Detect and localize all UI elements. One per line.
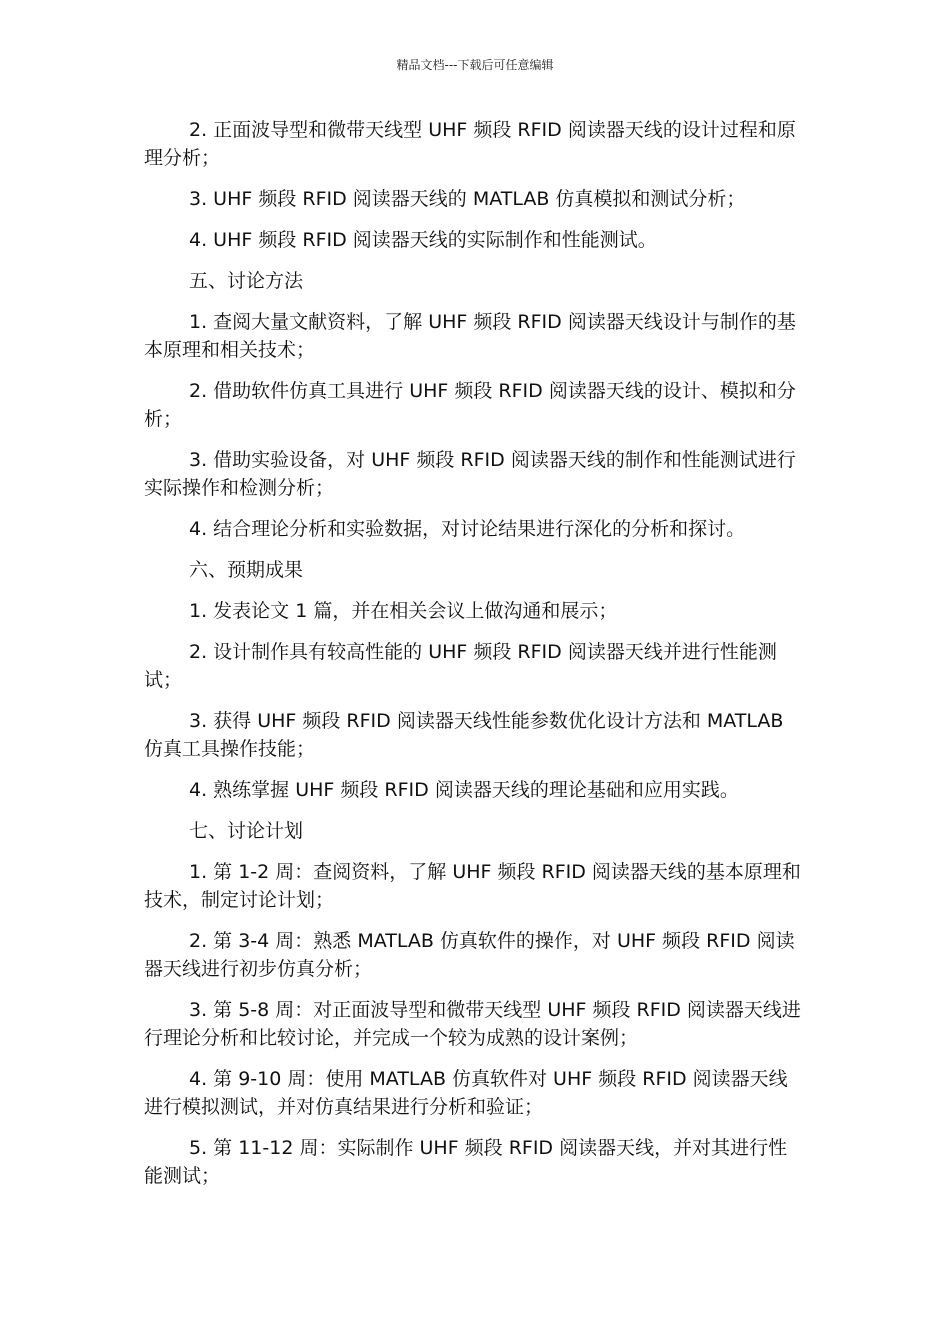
- paragraph: 4. UHF 频段 RFID 阅读器天线的实际制作和性能测试。: [189, 229, 657, 251]
- paragraph: 3. UHF 频段 RFID 阅读器天线的 MATLAB 仿真模拟和测试分析；: [189, 188, 746, 210]
- paragraph: 4. 第 9-10 周：使用 MATLAB 仿真软件对 UHF 频段 RFID 阅读器天线进行模拟测试，并对仿真结果进行分析和验证；: [144, 1068, 788, 1118]
- paragraph: 1. 第 1-2 周：查阅资料，了解 UHF 频段 RFID 阅读器天线的基本原理和技术，制定讨论计划；: [144, 861, 801, 911]
- paragraph: 3. 获得 UHF 频段 RFID 阅读器天线性能参数优化设计方法和 MATLAB 仿真工具操作技能；: [144, 710, 784, 760]
- paragraph: 2. 第 3-4 周：熟悉 MATLAB 仿真软件的操作，对 UHF 频段 RFID 阅读器天线进行初步仿真分析；: [144, 930, 795, 980]
- paragraph: 1. 查阅大量文献资料，了解 UHF 频段 RFID 阅读器天线设计与制作的基本原理和相关技术；: [144, 311, 796, 361]
- paragraph: 2. 设计制作具有较高性能的 UHF 频段 RFID 阅读器天线并进行性能测试；: [144, 641, 777, 691]
- paragraph: 2. 正面波导型和微带天线型 UHF 频段 RFID 阅读器天线的设计过程和原理分析；: [144, 119, 796, 169]
- section-heading: 五、讨论方法: [189, 270, 304, 292]
- paragraph: 1. 发表论文 1 篇，并在相关会议上做沟通和展示；: [189, 600, 618, 622]
- paragraph: 3. 第 5-8 周：对正面波导型和微带天线型 UHF 频段 RFID 阅读器天线进行理论分析和比较讨论，并完成一个较为成熟的设计案例；: [144, 999, 801, 1049]
- section-heading: 六、预期成果: [189, 559, 304, 581]
- paragraph: 4. 结合理论分析和实验数据，对讨论结果进行深化的分析和探讨。: [189, 518, 746, 540]
- document-body: [144, 116, 806, 1203]
- paragraph: 5. 第 11-12 周：实际制作 UHF 频段 RFID 阅读器天线，并对其进行性能测试；: [144, 1137, 788, 1187]
- paragraph: 2. 借助软件仿真工具进行 UHF 频段 RFID 阅读器天线的设计、模拟和分析；: [144, 380, 796, 430]
- paragraph: 4. 熟练掌握 UHF 频段 RFID 阅读器天线的理论基础和应用实践。: [189, 779, 739, 801]
- paragraph: 3. 借助实验设备，对 UHF 频段 RFID 阅读器天线的制作和性能测试进行实际操作和检测分析；: [144, 449, 796, 499]
- section-heading: 七、讨论计划: [189, 820, 304, 842]
- page-header: 精品文档---下载后可任意编辑: [396, 58, 554, 72]
